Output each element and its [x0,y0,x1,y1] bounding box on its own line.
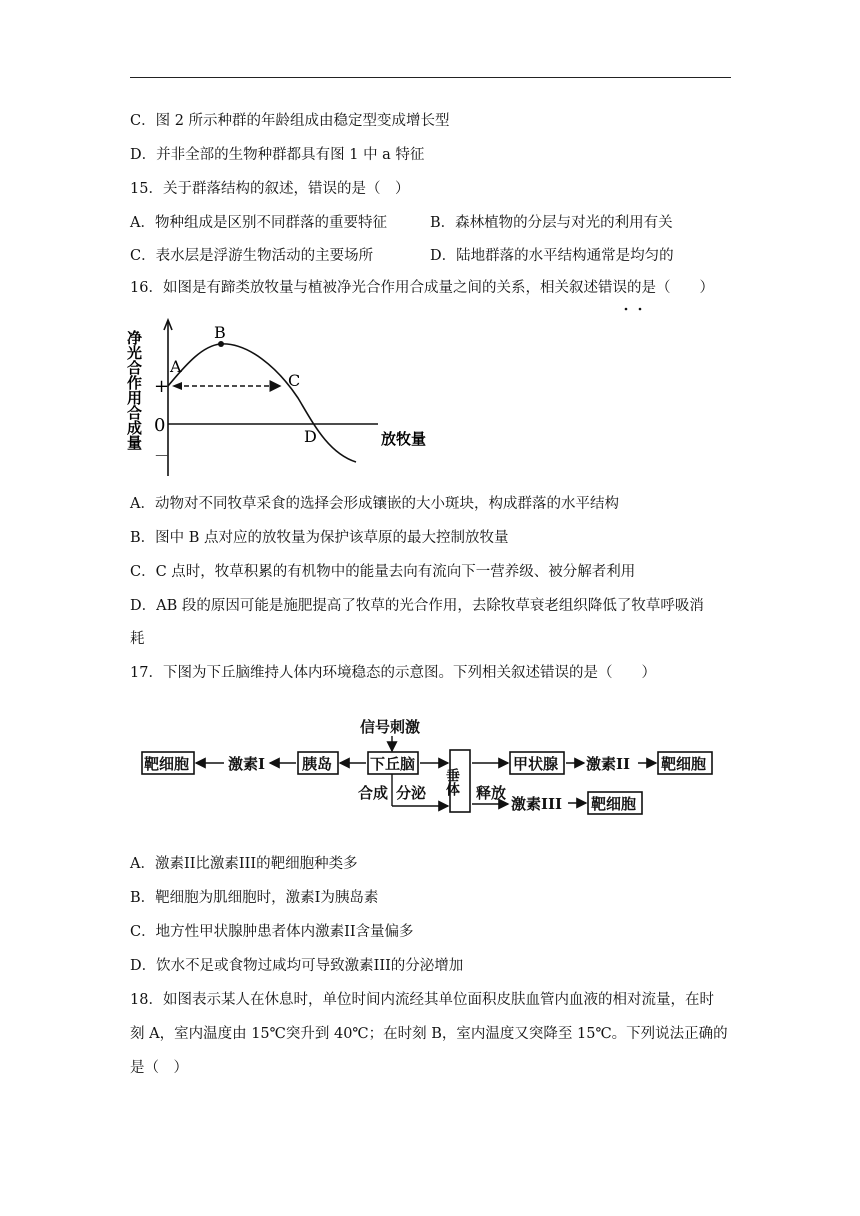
thyroid: 甲状腺 [513,755,559,773]
option-a-q16: A．动物对不同牧草采食的选择会形成镶嵌的大小斑块，构成群落的水平结构 [130,496,619,512]
question-16: 16．如图是有蹄类放牧量与植被净光合作用合成量之间的关系，相关叙述错误的是（ ） [130,280,714,296]
option-b-q16: B．图中 B 点对应的放牧量为保护该草原的最大控制放牧量 [130,530,509,546]
option-c-q16: C．C 点时，牧草积累的有机物中的能量去向有流向下一营养级、被分解者利用 [130,564,636,580]
question-17: 17．下图为下丘脑维持人体内环境稳态的示意图。下列相关叙述错误的是（ ） [130,665,656,681]
option-a-q17: A．激素II比激素III的靶细胞种类多 [130,856,358,872]
question-18-line2: 刻 A，室内温度由 15℃突升到 40℃；在时刻 B，室内温度又突降至 15℃。下列说法正确的 [130,1026,728,1042]
pituitary-1: 垂体 [444,768,460,796]
option-d-q14: D．并非全部的生物种群都具有图 1 中 a 特征 [130,147,425,163]
question-18-line1: 18．如图表示某人在休息时，单位时间内流经其单位面积皮肤血管内血液的相对流量，在时 [130,992,714,1008]
signal-label: 信号刺激 [360,718,421,736]
option-a-q15: A．物种组成是区别不同群落的重要特征 [130,215,387,231]
release-label: 释放 [476,784,507,802]
secrete-label: 分泌 [396,784,427,802]
target-cell-2: 靶细胞 [661,755,707,773]
target-cell-3: 靶细胞 [591,795,637,813]
target-cell-1: 靶细胞 [144,755,190,773]
hypothalamus: 下丘脑 [370,755,416,773]
header-rule [130,77,731,78]
option-b-q17: B．靶细胞为肌细胞时，激素I为胰岛素 [130,890,379,906]
hormone-2: 激素II [586,755,631,773]
option-c-q15: C．表水层是浮游生物活动的主要场所 [130,248,374,264]
x-axis-label: 放牧量 [381,430,427,448]
hormone-1: 激素I [228,755,266,773]
question-18-line3: 是（ ） [130,1060,188,1076]
question-15: 15．关于群落结构的叙述，错误的是（ ） [130,181,410,197]
curve [168,344,356,462]
label-d: D [304,427,317,446]
synth-label: 合成 [358,784,389,802]
option-d-q17: D．饮水不足或食物过咸均可导致激素III的分泌增加 [130,958,464,974]
option-d-q16-cont: 耗 [130,631,145,647]
option-d-q15: D．陆地群落的水平结构通常是均匀的 [430,248,674,264]
label-b: B [214,323,226,342]
pancreas: 胰岛 [302,755,333,773]
emphasis-dots [622,296,652,300]
tick-minus: － [154,447,170,465]
hypothalamus-diagram [130,712,730,822]
label-c: C [288,371,301,390]
tick-plus: + [154,376,170,397]
hormone-3: 激素III [511,795,563,813]
option-c-q14: C．图 2 所示种群的年龄组成由稳定型变成增长型 [130,113,450,129]
tick-zero: 0 [154,415,166,436]
option-b-q15: B．森林植物的分层与对光的利用有关 [430,215,673,231]
label-a: A [170,357,182,376]
y-axis-label: 净光合作用合成量 [125,330,143,450]
grazing-graph [125,318,438,478]
option-c-q17: C．地方性甲状腺肿患者体内激素II含量偏多 [130,924,414,940]
option-d-q16: D．AB 段的原因可能是施肥提高了牧草的光合作用，去除牧草衰老组织降低了牧草呼吸消 [130,598,704,614]
